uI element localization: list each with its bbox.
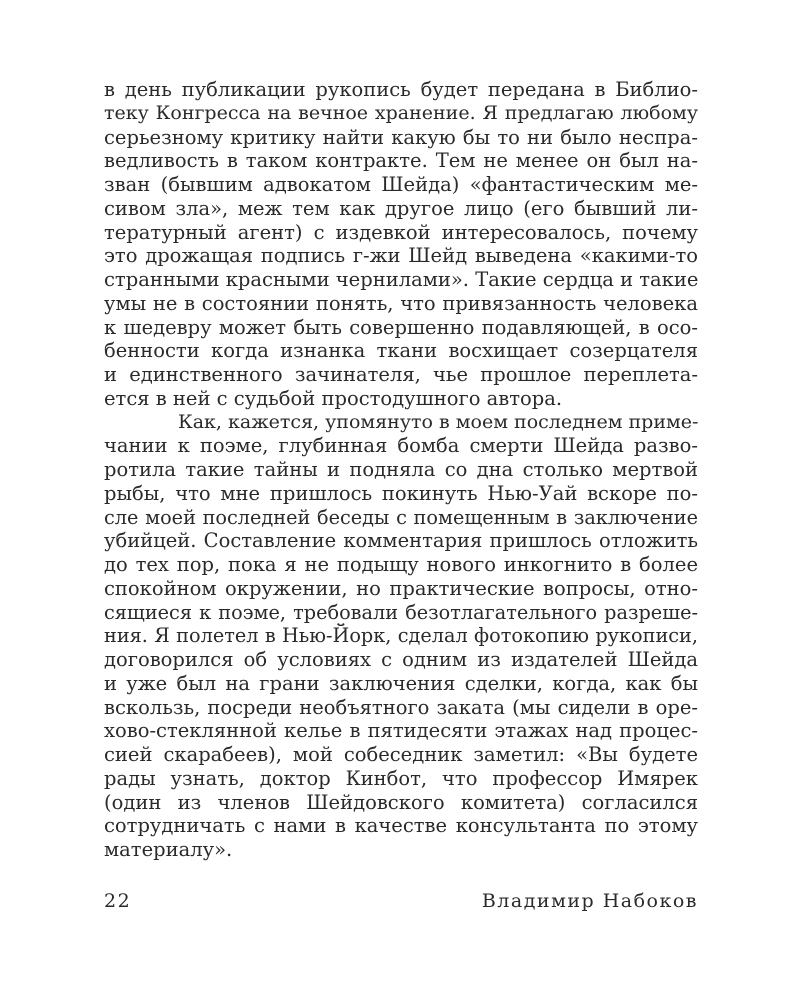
text-line: и уже был на грани заключения сделки, когда, как бы (104, 671, 698, 695)
text-line: это дрожащая подпись г-жи Шейд выведена «какими-то (104, 244, 698, 268)
page-number: 22 (104, 890, 132, 912)
text-line: сле моей последней беседы с помещенным в заключение (104, 505, 698, 529)
text-line: сивом зла», меж тем как другое лицо (его бывший ли- (104, 196, 698, 220)
text-line: рыбы, что мне пришлось покинуть Нью-Уай вскоре по- (104, 481, 698, 505)
text-line: и единственного зачинателя, чье прошлое переплета- (104, 363, 698, 386)
text-line: сящиеся к поэме, требовали безотлагательного разреше- (104, 600, 698, 624)
text-line: ется в ней с судьбой простодушного автора. (104, 386, 563, 410)
text-line: ведливость в таком контракте. Тем не менее он был на- (104, 149, 698, 173)
text-line: договорился об условиях с одним из издателей Шейда (104, 648, 698, 671)
text-line: серьезному критику найти какую бы то ни было неспра- (104, 125, 698, 149)
text-line: к шедевру может быть совершенно подавляющей, в осо- (104, 315, 698, 339)
text-line: чании к поэме, глубинная бомба смерти Шейда разво- (104, 434, 698, 458)
page-footer (104, 887, 698, 915)
text-line: странными красными чернилами». Такие сердца и такие (104, 268, 699, 291)
text-line: сией скарабеев), мой собеседник заметил: «Вы будете (104, 743, 698, 766)
text-line: умы не в состоянии понять, что привязанность человека (104, 291, 698, 315)
text-line: вскользь, посреди необъятного заката (мы сидели в оре- (104, 695, 698, 719)
text-line: ротила такие тайны и подняла со дна столько мертвой (104, 458, 698, 481)
text-line: убийцей. Составление комментария пришлось отложить (104, 529, 698, 553)
text-line: в день публикации рукопись будет передана в Библио- (104, 78, 698, 101)
paragraph-1 (104, 78, 698, 411)
text-line: тературный агент) с издевкой интересовалось, почему (104, 220, 698, 244)
text-line: бенности когда изнанка ткани восхищает созерцателя (104, 339, 698, 363)
text-line: сотрудничать с нами в качестве консультанта по этому (104, 814, 698, 838)
running-head-author: Владимир Набоков (481, 890, 698, 912)
text-line: Как, кажется, упомянуто в моем последнем приме- (178, 410, 699, 433)
text-line: до тех пор, пока я не подыщу нового инкогнито в более (104, 553, 698, 576)
text-line: теку Конгресса на вечное хранение. Я предлагаю любому (104, 101, 698, 124)
text-line: (один из членов Шейдовского комитета) согласился (104, 790, 698, 814)
text-line: зван (бывшим адвокатом Шейда) «фантастическим ме- (104, 173, 698, 196)
text-line: спокойном окружении, но практические вопросы, отно- (104, 576, 698, 600)
text-line: материалу». (104, 838, 233, 861)
text-line: рады узнать, доктор Кинбот, что профессор Имярек (104, 766, 698, 790)
book-page-text (104, 78, 698, 862)
text-line: хово-стеклянной келье в пятидесяти этажах над процес- (104, 719, 698, 743)
text-line: ния. Я полетел в Нью-Йорк, сделал фотокопию рукописи, (104, 624, 698, 648)
paragraph-2 (104, 411, 698, 862)
